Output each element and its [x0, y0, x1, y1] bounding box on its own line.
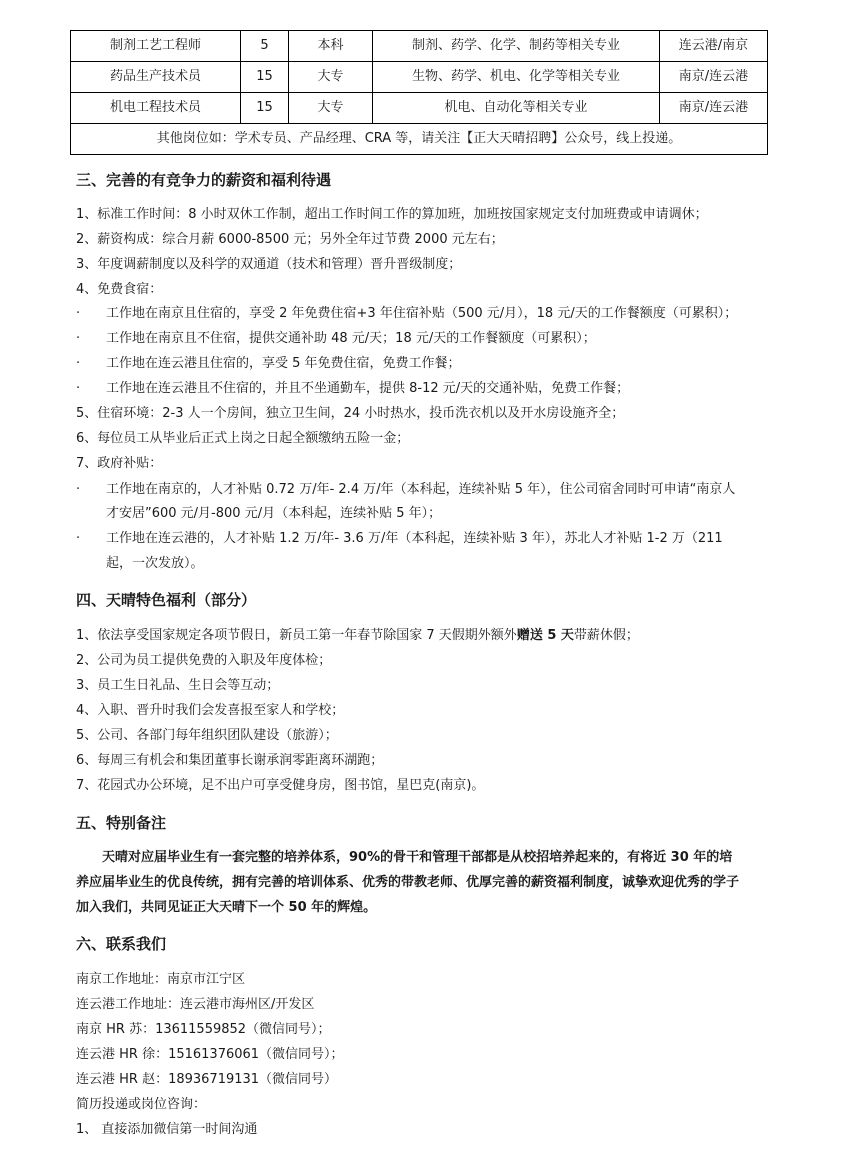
section-title-remarks: 五、特别备注 [76, 814, 167, 832]
meal-benefit-4: 工作地在连云港且不住宿的，并且不坐通勤车，提供 8-12 元/天的交通补贴，免费工作餐； [106, 381, 630, 396]
subsidy-nanjing-line-1: 工作地在南京的，人才补贴 0.72 万/年- 2.4 万/年（本科起，连续补贴 5 年），住公司宿舍同时可申请“南京人 [106, 482, 736, 497]
position-cell: 制剂工艺工程师 [71, 31, 241, 62]
section-title-salary: 三、完善的有竞争力的薪资和福利待遇 [76, 171, 332, 189]
section-title-benefits: 四、天晴特色福利（部分） [76, 591, 257, 609]
contact-hr-1: 南京 HR 苏：13611559852（微信同号）； [76, 1022, 331, 1037]
benefit-item-3: 3、员工生日礼品、生日会等互动； [76, 678, 280, 693]
salary-item-1: 1、标准工作时间：8 小时双休工作制，超出工作时间工作的算加班，加班按国家规定支付加班费或申请调休； [76, 207, 708, 222]
contact-lyg-address: 连云港工作地址：连云港市海州区/开发区 [76, 997, 315, 1012]
major-cell: 制剂、药学、化学、制药等相关专业 [373, 31, 660, 62]
bullet-icon: · [76, 531, 81, 546]
count-cell: 5 [241, 31, 289, 62]
salary-item-4: 4、免费食宿： [76, 282, 163, 297]
bullet-icon: · [76, 356, 81, 371]
bullet-icon: · [76, 331, 81, 346]
salary-item-5: 5、住宿环境：2-3 人一个房间，独立卫生间，24 小时热水，投币洗衣机以及开水房设施齐全； [76, 406, 625, 421]
meal-benefit-2: 工作地在南京且不住宿，提供交通补助 48 元/天；18 元/天的工作餐额度（可累积）； [106, 331, 596, 346]
education-cell: 本科 [289, 31, 373, 62]
section-title-contact: 六、联系我们 [76, 935, 167, 953]
table-row [71, 31, 768, 62]
benefit-item-5: 5、公司、各部门每年组织团队建设（旅游）； [76, 728, 338, 743]
contact-hr-2: 连云港 HR 徐：15161376061（微信同号）； [76, 1047, 344, 1062]
location-cell: 南京/连云港 [660, 93, 768, 124]
education-cell: 大专 [289, 62, 373, 93]
table-note: 其他岗位如：学术专员、产品经理、CRA 等，请关注【正大天晴招聘】公众号，线上投递。 [71, 124, 768, 155]
benefit-item-2: 2、公司为员工提供免费的入职及年度体检； [76, 653, 332, 668]
benefit-item-4: 4、入职、晋升时我们会发喜报至家人和学校； [76, 703, 345, 718]
major-cell: 生物、药学、机电、化学等相关专业 [373, 62, 660, 93]
contact-consult: 简历投递或岗位咨询： [76, 1097, 207, 1112]
bullet-icon: · [76, 482, 81, 497]
meal-benefit-3: 工作地在连云港且住宿的，享受 5 年免费住宿，免费工作餐； [106, 356, 461, 371]
contact-hr-3: 连云港 HR 赵：18936719131（微信同号） [76, 1072, 338, 1087]
position-cell: 机电工程技术员 [71, 93, 241, 124]
location-cell: 连云港/南京 [660, 31, 768, 62]
table-row [71, 62, 768, 93]
subsidy-lyg-line-2: 起，一次发放）。 [106, 556, 204, 571]
benefit-item-1-bold: 赠送 5 天 [516, 628, 574, 643]
table-note-row [71, 124, 768, 155]
meal-benefit-1: 工作地在南京且住宿的，享受 2 年免费住宿+3 年住宿补贴（500 元/月），18 元/天的工作餐额度（可累积）； [106, 306, 738, 321]
location-cell: 南京/连云港 [660, 62, 768, 93]
salary-item-7: 7、政府补贴： [76, 456, 163, 471]
salary-item-2: 2、薪资构成：综合月薪 6000-8500 元；另外全年过节费 2000 元左右； [76, 232, 504, 247]
benefit-item-1 [76, 626, 639, 646]
remarks-line-1: 天晴对应届毕业生有一套完整的培养体系，90%的骨干和管理干部都是从校招培养起来的，有将近 30 年的培 [102, 850, 733, 865]
remarks-line-2: 养应届毕业生的优良传统，拥有完善的培训体系、优秀的带教老师、优厚完善的薪资福利制度，诚挚欢迎优秀的学子 [76, 875, 740, 890]
salary-item-3: 3、年度调薪制度以及科学的双通道（技术和管理）晋升晋级制度； [76, 257, 462, 272]
bullet-icon: · [76, 306, 81, 321]
count-cell: 15 [241, 62, 289, 93]
bullet-icon: · [76, 381, 81, 396]
benefit-item-1-pre: 1、依法享受国家规定各项节假日，新员工第一年春节除国家 7 天假期外额外 [76, 628, 517, 643]
subsidy-nanjing-line-2: 才安居”600 元/月-800 元/月（本科起，连续补贴 5 年）； [106, 506, 442, 521]
education-cell: 大专 [289, 93, 373, 124]
count-cell: 15 [241, 93, 289, 124]
position-cell: 药品生产技术员 [71, 62, 241, 93]
major-cell: 机电、自动化等相关专业 [373, 93, 660, 124]
table-row [71, 93, 768, 124]
benefit-item-1-post: 带薪休假； [573, 628, 639, 643]
salary-item-6: 6、每位员工从毕业后正式上岗之日起全额缴纳五险一金； [76, 431, 410, 446]
benefit-item-6: 6、每周三有机会和集团董事长谢承润零距离环湖跑； [76, 753, 384, 768]
contact-nanjing-address: 南京工作地址：南京市江宁区 [76, 972, 246, 987]
benefit-item-7: 7、花园式办公环境，足不出户可享受健身房，图书馆，星巴克(南京)。 [76, 778, 485, 793]
subsidy-lyg-line-1: 工作地在连云港的，人才补贴 1.2 万/年- 3.6 万/年（本科起，连续补贴 3 年），苏北人才补贴 1-2 万（211 [106, 531, 723, 546]
jobs-table [70, 30, 768, 155]
contact-way-1: 1、 直接添加微信第一时间沟通 [76, 1122, 258, 1137]
remarks-line-3: 加入我们，共同见证正大天晴下一个 50 年的辉煌。 [76, 900, 377, 915]
